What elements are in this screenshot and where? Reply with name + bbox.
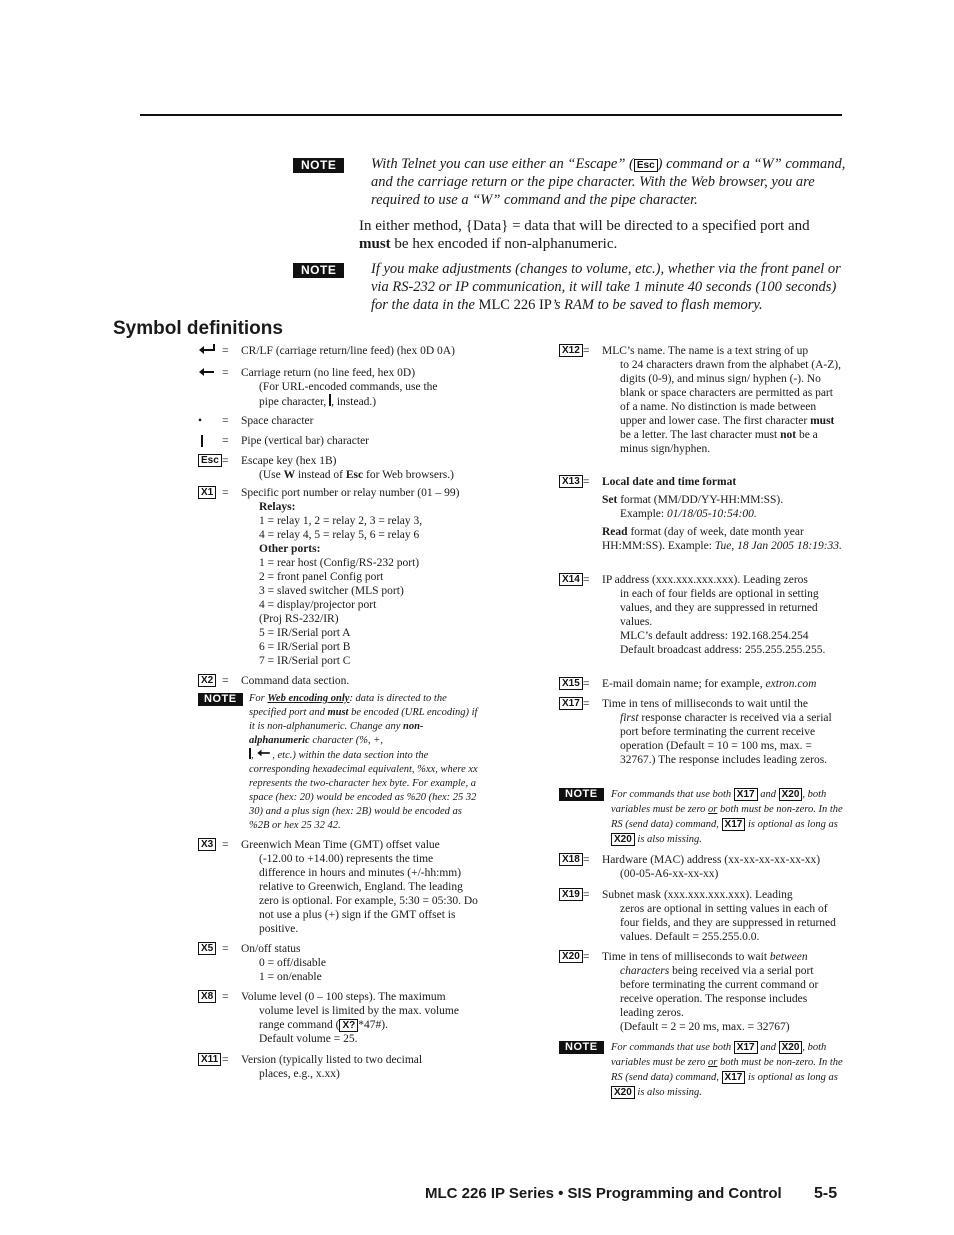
symbol-row-x8: X8 = Volume level (0 – 100 steps). The maximum volume level is limited by the max. volume range command ( X? *47#). Default volume = 25. [198,990,498,1053]
symbol-row-x1: X1 = Specific port number or relay number (01 – 99) Relays: 1 = relay 1, 2 = relay 2, 3 = relay 3, 4 = relay 4, 5 = relay 5, 6 = relay 6 Other ports: 1 = rear host (Config/RS-232 port) 2 = front panel Config port 3 = slaved switcher (MLS port) 4 = display/projector port (Proj RS-232/IR) 5 = IR/Serial port A 6 = IR/Serial port B 7 = IR/Serial port C [198,486,498,674]
note-badge: NOTE [293,261,344,279]
crlf-arrow-icon [198,344,216,360]
pipe-icon [201,435,203,447]
x13-symbol: X13 [559,475,583,488]
symbol-row-space: • = Space character [198,415,314,427]
x1-symbol: X1 [198,486,216,499]
x2-symbol: X2 [198,674,216,687]
x11-symbol: X11 [198,1053,221,1066]
x-query-symbol: X? [339,1019,358,1032]
symbol-row-crlf: = CR/LF (carriage return/line feed) (hex 0D 0A) [198,344,498,366]
note-web-encoding: NOTE For Web encoding only: data is directed to the specified port and must be encoded (URL encoding) if it is non-alphanumeric. Change any non-alphanumeric character (%, +, , , etc.) within the data section into the corresponding hexadecimal equivalent, %xx, where xx represents the two-character hex byte. For example, a space (hex: 20) would be encoded as %20 (hex: 25 32 30) and a plus sign (hex: 2B) would be encoded as %2B or hex 25 32 42. [198,692,498,838]
x12-symbol: X12 [559,344,583,357]
symbol-row-x5: X5 = On/off status 0 = off/disable 1 = on/enable [198,942,498,990]
x17-symbol: X17 [559,697,583,710]
symbol-row-x12: X12 = MLC’s name. The name is a text string of up to 24 characters drawn from the alphabet (A-Z), digits (0-9), and minus sign/ hyphen (-). No blank or space characters are permitted as part of a name. No distinction is made between upper and lower case. The first character must be a letter. The last character must not be a minus sign/hyphen. [559,344,844,475]
symbol-row-x15: X15 = E-mail domain name; for example, extron.com [559,677,844,697]
symbol-row-x14: X14 = IP address (xxx.xxx.xxx.xxx). Leading zeros in each of four fields are optional in setting values, and they are suppressed in returned values. MLC’s default address: 192.168.254.254 Default broadcast address: 255.255.255.255. [559,573,844,677]
symbol-row-pipe: = Pipe (vertical bar) character [198,434,498,454]
symbol-row-esc: Esc = Escape key (hex 1B) (Use W instead of Esc for Web browsers.) [198,454,498,486]
note-flash: If you make adjustments (changes to volume, etc.), whether via the front panel or via RS-232 or IP communication, it will take 1 minute 40 seconds (100 seconds) for the data in the MLC 226 IP’s RAM to be saved to flash memory. [371,261,841,313]
symbol-row-x20: X20 = Time in tens of milliseconds to wait between characters being received via a serial port before terminating the current command or receive operation. The response includes leading zeros. (Default = 2 = 20 ms, max. = 32767) [559,950,844,1040]
esc-key-icon: Esc [634,159,658,172]
x19-symbol: X19 [559,888,583,901]
note-x17-x20: NOTE For commands that use both X17 and X20 , both variables must be zero or both must be non-zero. In the RS (send data) command, X17 is optional as long as X20 is also missing. [559,787,844,853]
x3-symbol: X3 [198,838,216,851]
symbol-row-x3: X3 = Greenwich Mean Time (GMT) offset value (-12.00 to +14.00) represents the time difference in hours and minutes (+/-hh:mm) relative to Greenwich, England. The leading zero is optional. For example, 5:30 = 05:30. Do not use a plus (+) sign if the GMT offset is positive. [198,838,498,942]
left-column [198,344,498,1085]
symbol-row-x11: X11 = Version (typically listed to two decimal places, e.g., x.xx) [198,1053,498,1085]
symbol-row-x2: X2 = Command data section. [198,674,498,692]
header-rule [140,114,842,116]
x20-symbol: X20 [559,950,583,963]
symbol-row-x13: X13 = Local date and time format Set format (MM/DD/YY-HH:MM:SS). Example: 01/18/05-10:54:00. Read format (day of week, date month year HH:MM:SS). Example: Tue, 18 Jan 2005 18:19:33. [559,475,844,573]
bullet-icon: • [198,415,203,427]
note-x17-x20-2: NOTE For commands that use both X17 and X20 , both variables must be zero or both must be non-zero. In the RS (send data) command, X17 is optional as long as X20 is also missing. [559,1040,844,1106]
symbol-row-x17: X17 = Time in tens of milliseconds to wait until the first response character is received via a serial port before terminating the current receive operation (Default = 10 = 100 ms, max. = 32767.) The response includes leading zeros. [559,697,844,787]
esc-key-icon: Esc [198,454,222,467]
pipe-icon [249,748,251,759]
section-heading: Symbol definitions [113,318,283,339]
footer-title: MLC 226 IP Series • SIS Programming and Control [425,1185,782,1202]
symbol-row-cr: = Carriage return (no line feed, hex 0D) (For URL-encoded commands, use the pipe character, , instead.) [198,366,498,414]
x18-symbol: X18 [559,853,583,866]
cr-arrow-icon [256,748,272,758]
x15-symbol: X15 [559,677,583,690]
note-telnet: With Telnet you can use either an “Escape” ( Esc ) command or a “W” command, and the carriage return or the pipe character. With the Web browser, you are required to use a “W” command and the pipe character. [371,156,846,208]
x8-symbol: X8 [198,990,216,1003]
x5-symbol: X5 [198,942,216,955]
right-column [559,344,844,1106]
x14-symbol: X14 [559,573,583,586]
data-paragraph: In either method, {Data} = data that will be directed to a specified port and must be hex encoded if non-alphanumeric. [359,218,810,252]
page-number: 5-5 [814,1185,838,1202]
symbol-row-x18: X18 = Hardware (MAC) address (xx-xx-xx-xx-xx-xx) (00-05-A6-xx-xx-xx) [559,853,844,888]
symbol-row-x19: X19 = Subnet mask (xxx.xxx.xxx.xxx). Leading zeros are optional in setting values in each of four fields, and they are suppressed in returned values. Default = 255.255.0.0. [559,888,844,950]
note-badge: NOTE [293,156,344,174]
cr-arrow-icon [198,366,216,382]
